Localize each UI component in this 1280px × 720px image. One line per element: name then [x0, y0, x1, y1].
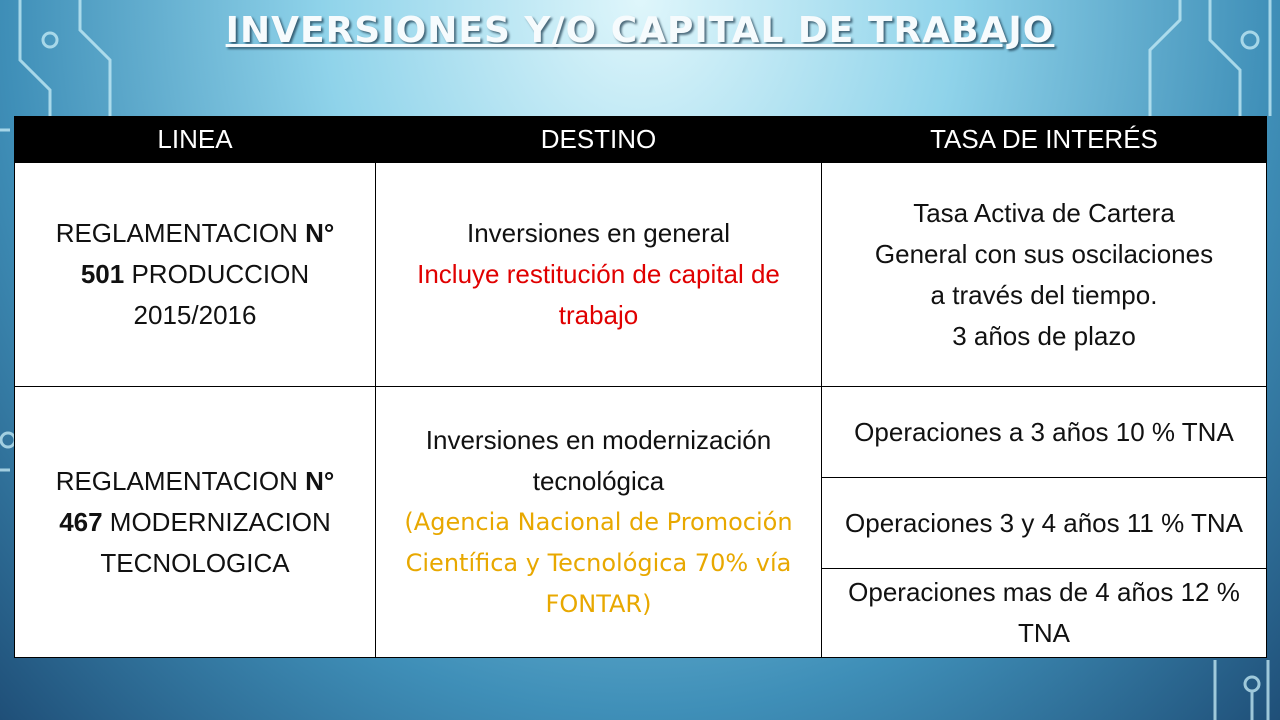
header-linea: LINEA [15, 117, 376, 163]
destino-cell-501 [376, 163, 822, 387]
financing-table [14, 116, 1267, 658]
header-destino: DESTINO [376, 117, 822, 163]
tasa-cell-467-1: Operaciones a 3 años 10 % TNA [822, 387, 1267, 478]
tasa-cell-501: Tasa Activa de Cartera General con sus oscilaciones a través del tiempo. 3 años de plazo [822, 163, 1267, 387]
tasa-cell-467-2: Operaciones 3 y 4 años 11 % TNA [822, 478, 1267, 569]
destino-note: Incluye restitución de capital de trabajo [417, 259, 780, 330]
destino-note: (Agencia Nacional de Promoción Científica y Tecnológica 70% vía FONTAR) [404, 507, 793, 618]
page-title: INVERSIONES Y/O CAPITAL DE TRABAJO [225, 10, 1055, 51]
tasa-cell-467-3: Operaciones mas de 4 años 12 % TNA [822, 569, 1267, 658]
linea-cell-501: REGLAMENTACION N° 501 PRODUCCION 2015/2016 [15, 163, 376, 387]
destino-main: Inversiones en general [466, 218, 731, 248]
destino-cell-467 [376, 387, 822, 658]
table-row [15, 387, 1267, 478]
destino-main: Inversiones en modernización tecnológica [425, 424, 772, 496]
header-tasa: TASA DE INTERÉS [822, 117, 1267, 163]
linea-cell-467: REGLAMENTACION N° 467 MODERNIZACION TECNOLOGICA [15, 387, 376, 658]
table-row [15, 163, 1267, 387]
table-header-row [15, 117, 1267, 163]
